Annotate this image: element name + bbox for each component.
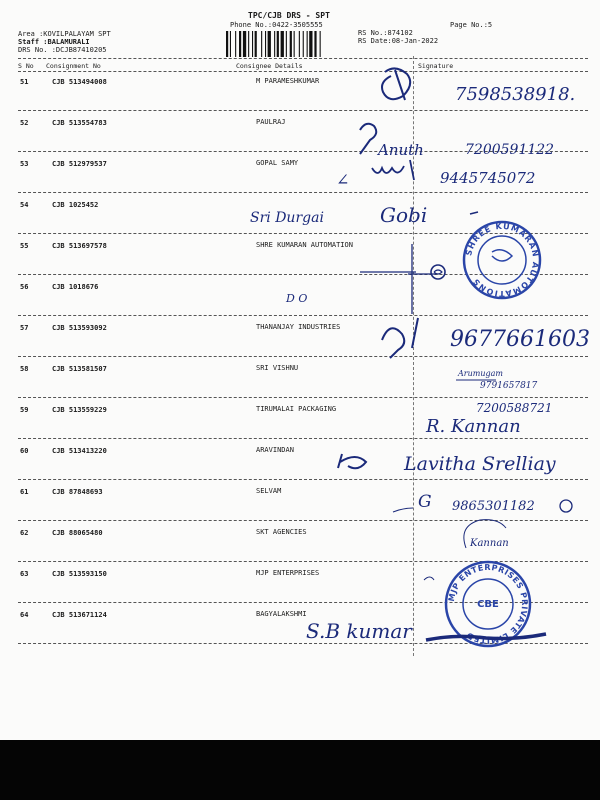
row-consignee: ARAVINDAN xyxy=(256,446,294,454)
row-consignment: CJB 513593092 xyxy=(52,324,107,332)
row-serial: 54 xyxy=(20,201,29,209)
handwritten-phone: 7598538918. xyxy=(455,84,576,105)
handwritten-name: Sri Durgai xyxy=(250,210,324,226)
drs-number: DRS No. :DCJB87410205 xyxy=(18,46,107,54)
row-consignee: SELVAM xyxy=(256,487,282,495)
handwritten-signature: Gobi xyxy=(380,203,428,227)
row-consignment: CJB 513593150 xyxy=(52,570,107,578)
barcode-bar xyxy=(243,31,246,57)
handwritten-name: Anuth xyxy=(378,141,424,159)
stamp-center-text: CBE xyxy=(477,599,499,610)
handwritten-name: S.B kumar xyxy=(306,619,412,643)
handwritten-mark: ∠ xyxy=(336,170,350,189)
row-consignment: CJB 513581507 xyxy=(52,365,107,373)
scan-border xyxy=(0,740,600,800)
row-serial: 64 xyxy=(20,611,29,619)
signature-mark xyxy=(560,500,572,512)
row-divider xyxy=(18,233,588,234)
row-serial: 59 xyxy=(20,406,29,414)
row-divider xyxy=(18,356,588,357)
row-divider xyxy=(18,151,588,152)
pen-lines xyxy=(393,508,413,512)
row-consignment: CJB 513494008 xyxy=(52,78,107,86)
signature-mark xyxy=(431,265,445,279)
row-divider xyxy=(18,520,588,521)
barcode-bar xyxy=(265,31,266,57)
row-divider xyxy=(18,561,588,562)
row-consignee: PAULRAJ xyxy=(256,118,286,126)
stamp-text: SHREE KUMARAN AUTOMATIONS xyxy=(464,221,541,299)
row-serial: 56 xyxy=(20,283,29,291)
column-signature: Signature xyxy=(418,62,454,70)
row-consignment: CJB 513671124 xyxy=(52,611,107,619)
pen-lines xyxy=(424,577,434,580)
column-consignment: Consignment No xyxy=(46,62,101,70)
barcode-bar xyxy=(255,31,257,57)
header-divider xyxy=(18,71,588,72)
row-divider xyxy=(18,192,588,193)
row-consignee: TIRUMALAI PACKAGING xyxy=(256,405,337,413)
barcode-bar xyxy=(320,31,321,57)
row-consignment: CJB 87848693 xyxy=(52,488,103,496)
barcode-bar xyxy=(303,31,304,57)
phone-number: Phone No.:0422-3505555 xyxy=(230,21,323,29)
sheet-title: TPC/CJB DRS - SPT xyxy=(248,11,330,20)
barcode-bar xyxy=(294,31,295,57)
column-sno: S No xyxy=(18,62,34,70)
stamp-text: MJP ENTERPRISES PRIVATE LIMITED xyxy=(446,562,530,646)
handwritten-name: Kannan xyxy=(470,538,509,549)
row-consignment: CJB 513559229 xyxy=(52,406,107,414)
row-consignee: THANANJAY INDUSTRIES xyxy=(256,323,341,331)
scribble-mark xyxy=(426,634,546,640)
barcode-bar xyxy=(281,31,284,57)
row-divider xyxy=(18,315,588,316)
row-consignment: CJB 1018676 xyxy=(52,283,99,291)
row-consignment: CJB 513413220 xyxy=(52,447,107,455)
barcode xyxy=(226,31,348,57)
row-consignment: CJB 513697578 xyxy=(52,242,107,250)
row-divider xyxy=(18,479,588,480)
row-serial: 63 xyxy=(20,570,29,578)
handwritten-phone: 9791657817 xyxy=(480,381,538,391)
barcode-bar xyxy=(248,31,249,57)
handwritten-name: Arumugam xyxy=(458,369,503,378)
barcode-bar xyxy=(230,31,231,57)
signature-mark xyxy=(338,454,366,468)
row-divider xyxy=(18,602,588,603)
row-consignee: M PARAMESHKUMAR xyxy=(256,77,320,85)
row-serial: 58 xyxy=(20,365,29,373)
row-consignee: SKT AGENCIES xyxy=(256,528,307,536)
row-consignee: SHRE KUMARAN AUTOMATION xyxy=(256,241,353,249)
row-divider xyxy=(18,438,588,439)
row-consignment: CJB 512979537 xyxy=(52,160,107,168)
row-consignee: BAGYALAKSHMI xyxy=(256,610,307,618)
row-serial: 60 xyxy=(20,447,29,455)
barcode-bar xyxy=(309,31,312,57)
row-consignee: GOPAL SAMY xyxy=(256,159,299,167)
barcode-bar xyxy=(226,31,228,57)
handwritten-phone: 9865301182 xyxy=(452,499,535,514)
pen-lines xyxy=(360,244,436,314)
page-number: Page No.:5 xyxy=(450,21,493,29)
handwritten-name: Lavitha Srelliay xyxy=(404,453,556,475)
row-consignment: CJB 513554783 xyxy=(52,119,107,127)
handwritten-phone: 7200591122 xyxy=(465,142,555,158)
barcode-bar xyxy=(239,31,241,57)
row-divider xyxy=(18,643,588,644)
row-divider xyxy=(18,274,588,275)
barcode-bar xyxy=(290,31,292,57)
header-divider xyxy=(18,58,588,59)
row-serial: 55 xyxy=(20,242,29,250)
handwritten-phone: 7200588721 xyxy=(476,401,553,415)
row-consignment: CJB 1025452 xyxy=(52,201,99,209)
column-consignee-details: Consignee Details xyxy=(236,62,303,70)
row-divider xyxy=(18,110,588,111)
row-serial: 51 xyxy=(20,78,29,86)
barcode-bar xyxy=(307,31,308,57)
dash-mark xyxy=(470,212,478,214)
staff-label: Staff :BALAMURALI xyxy=(18,38,90,46)
company-stamp xyxy=(446,562,530,646)
barcode-bar xyxy=(274,31,275,57)
barcode-bar xyxy=(299,31,300,57)
area-label: Area :KOVILPALAYAM SPT xyxy=(18,30,111,38)
barcode-bar xyxy=(314,31,316,57)
handwritten-mark: G xyxy=(418,492,432,512)
handwritten-phone: 9677661603 xyxy=(450,327,590,352)
signature-mark xyxy=(360,124,376,154)
barcode-bar xyxy=(252,31,253,57)
row-consignee: SRI VISHNU xyxy=(256,364,299,372)
barcode-bar xyxy=(261,31,262,57)
row-consignee: MJP ENTERPRISES xyxy=(256,569,320,577)
rs-date: RS Date:08-Jan-2022 xyxy=(358,37,439,45)
row-serial: 61 xyxy=(20,488,29,496)
row-serial: 53 xyxy=(20,160,29,168)
barcode-bar xyxy=(286,31,287,57)
barcode-bar xyxy=(268,31,271,57)
barcode-bar xyxy=(235,31,236,57)
pen-lines xyxy=(464,520,506,548)
row-serial: 57 xyxy=(20,324,29,332)
row-divider xyxy=(18,397,588,398)
row-serial: 62 xyxy=(20,529,29,537)
handwritten-name: R. Kannan xyxy=(426,416,521,437)
svg-text:MJP ENTERPRISES PRIVATE LIMITE xyxy=(447,563,529,645)
rs-number: RS No.:874102 xyxy=(358,29,413,37)
row-serial: 52 xyxy=(20,119,29,127)
handwritten-text: D O xyxy=(286,292,308,305)
signature-mark xyxy=(382,68,410,100)
barcode-bar xyxy=(277,31,279,57)
signature-mark xyxy=(372,160,414,180)
row-consignment: CJB 88065480 xyxy=(52,529,103,537)
handwritten-phone: 9445745072 xyxy=(440,169,536,187)
